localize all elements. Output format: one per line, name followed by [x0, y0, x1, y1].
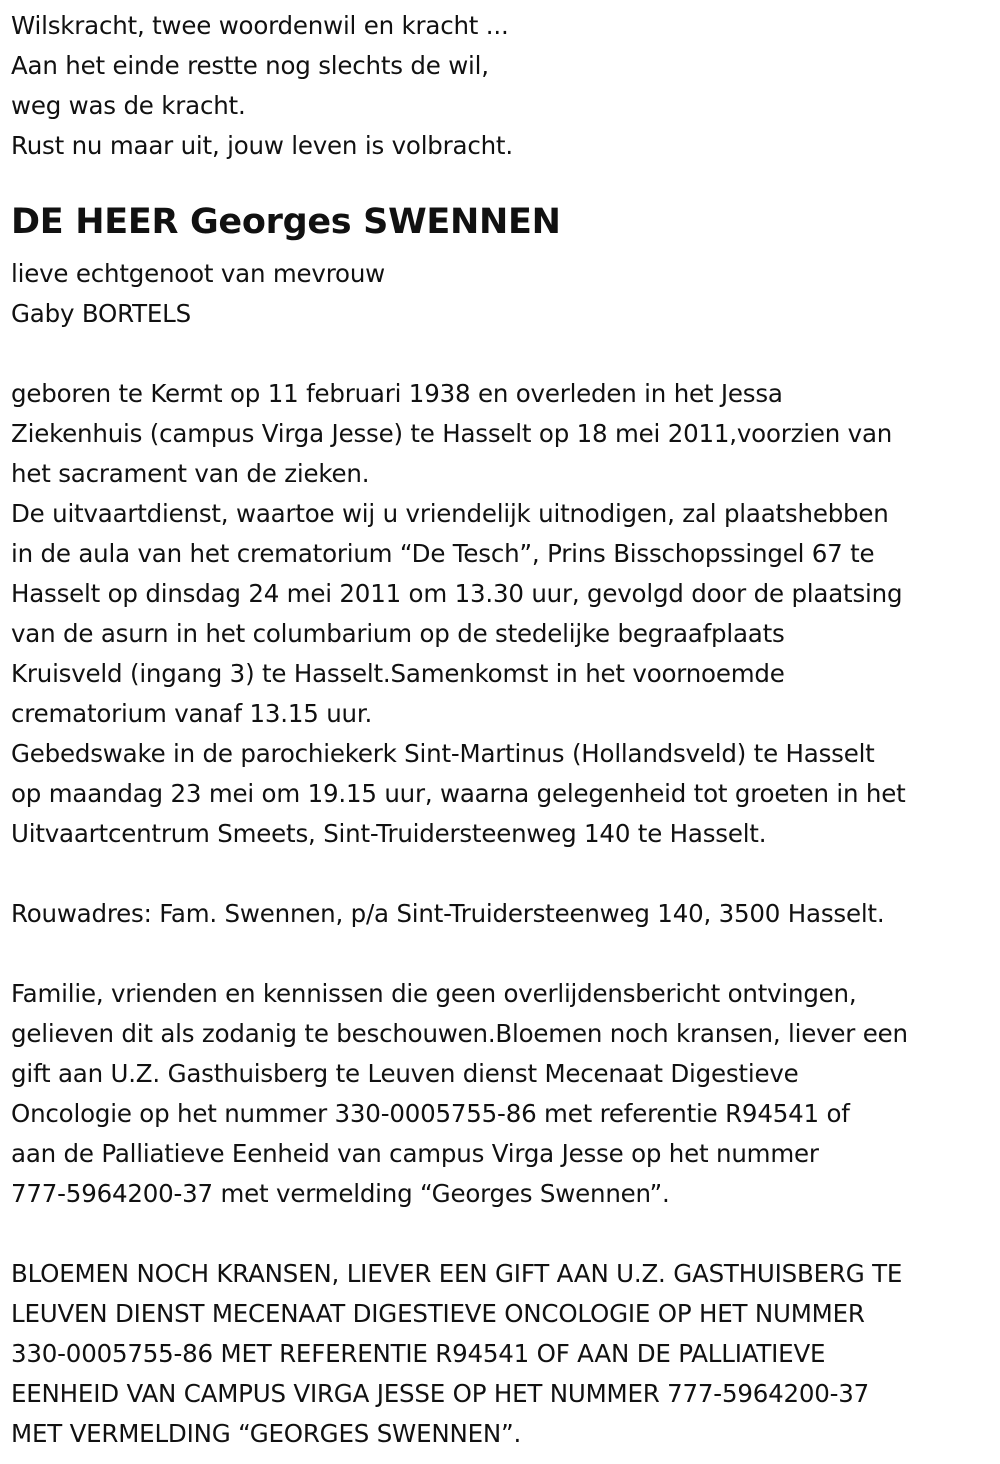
closing-line: 330-0005755-86 MET REFERENTIE R94541 OF AAN DE PALLIATIEVE: [11, 1339, 826, 1368]
details-line: Kruisveld (ingang 3) te Hasselt.Samenkomst in het voornoemde: [11, 659, 785, 688]
spacer: [11, 166, 990, 190]
spacer: [11, 1214, 990, 1254]
mourning-address: Rouwadres: Fam. Swennen, p/a Sint-Truidersteenweg 140, 3500 Hasselt.: [11, 899, 885, 928]
poem-line: Rust nu maar uit, jouw leven is volbracht.: [11, 131, 513, 160]
details-line: Ziekenhuis (campus Virga Jesse) te Hasselt op 18 mei 2011,voorzien van: [11, 419, 893, 448]
details-line: Hasselt op dinsdag 24 mei 2011 om 13.30 uur, gevolgd door de plaatsing: [11, 579, 903, 608]
details-line: op maandag 23 mei om 19.15 uur, waarna gelegenheid tot groeten in het: [11, 779, 906, 808]
poem-line: weg was de kracht.: [11, 91, 246, 120]
closing-caps: [11, 1254, 990, 1454]
poem-line: Aan het einde restte nog slechts de wil,: [11, 51, 489, 80]
closing-line: LEUVEN DIENST MECENAAT DIGESTIEVE ONCOLOGIE OP HET NUMMER: [11, 1299, 865, 1328]
details-line: De uitvaartdienst, waartoe wij u vriendelijk uitnodigen, zal plaatshebben: [11, 499, 889, 528]
relation: [11, 254, 990, 334]
poem: [11, 6, 990, 166]
spacer: [11, 334, 990, 374]
family-note-line: aan de Palliatieve Eenheid van campus Virga Jesse op het nummer: [11, 1139, 819, 1168]
deceased-name: DE HEER Georges SWENNEN: [11, 202, 561, 242]
details-line: Uitvaartcentrum Smeets, Sint-Truidersteenweg 140 te Hasselt.: [11, 819, 767, 848]
details-line: geboren te Kermt op 11 februari 1938 en overleden in het Jessa: [11, 379, 783, 408]
details-line: het sacrament van de zieken.: [11, 459, 370, 488]
family-note-line: gift aan U.Z. Gasthuisberg te Leuven dienst Mecenaat Digestieve: [11, 1059, 799, 1088]
family-note-line: gelieven dit als zodanig te beschouwen.Bloemen noch kransen, liever een: [11, 1019, 908, 1048]
poem-line: Wilskracht, twee woordenwil en kracht ...: [11, 11, 509, 40]
family-note: [11, 974, 990, 1214]
family-note-line: 777-5964200-37 met vermelding “Georges Swennen”.: [11, 1179, 670, 1208]
spacer: [11, 934, 990, 974]
details-line: in de aula van het crematorium “De Tesch”, Prins Bisschopssingel 67 te: [11, 539, 875, 568]
details-line: crematorium vanaf 13.15 uur.: [11, 699, 373, 728]
family-note-line: Oncologie op het nummer 330-0005755-86 met referentie R94541 of: [11, 1099, 850, 1128]
closing-line: BLOEMEN NOCH KRANSEN, LIEVER EEN GIFT AAN U.Z. GASTHUISBERG TE: [11, 1259, 903, 1288]
closing-line: MET VERMELDING “GEORGES SWENNEN”.: [11, 1419, 522, 1448]
relation-line: Gaby BORTELS: [11, 299, 191, 328]
relation-line: lieve echtgenoot van mevrouw: [11, 259, 386, 288]
details-line: Gebedswake in de parochiekerk Sint-Martinus (Hollandsveld) te Hasselt: [11, 739, 875, 768]
family-note-line: Familie, vrienden en kennissen die geen overlijdensbericht ontvingen,: [11, 979, 857, 1008]
details-paragraph: [11, 374, 990, 854]
spacer: [11, 854, 990, 894]
details-line: van de asurn in het columbarium op de stedelijke begraafplaats: [11, 619, 785, 648]
closing-line: EENHEID VAN CAMPUS VIRGA JESSE OP HET NUMMER 777-5964200-37: [11, 1379, 870, 1408]
